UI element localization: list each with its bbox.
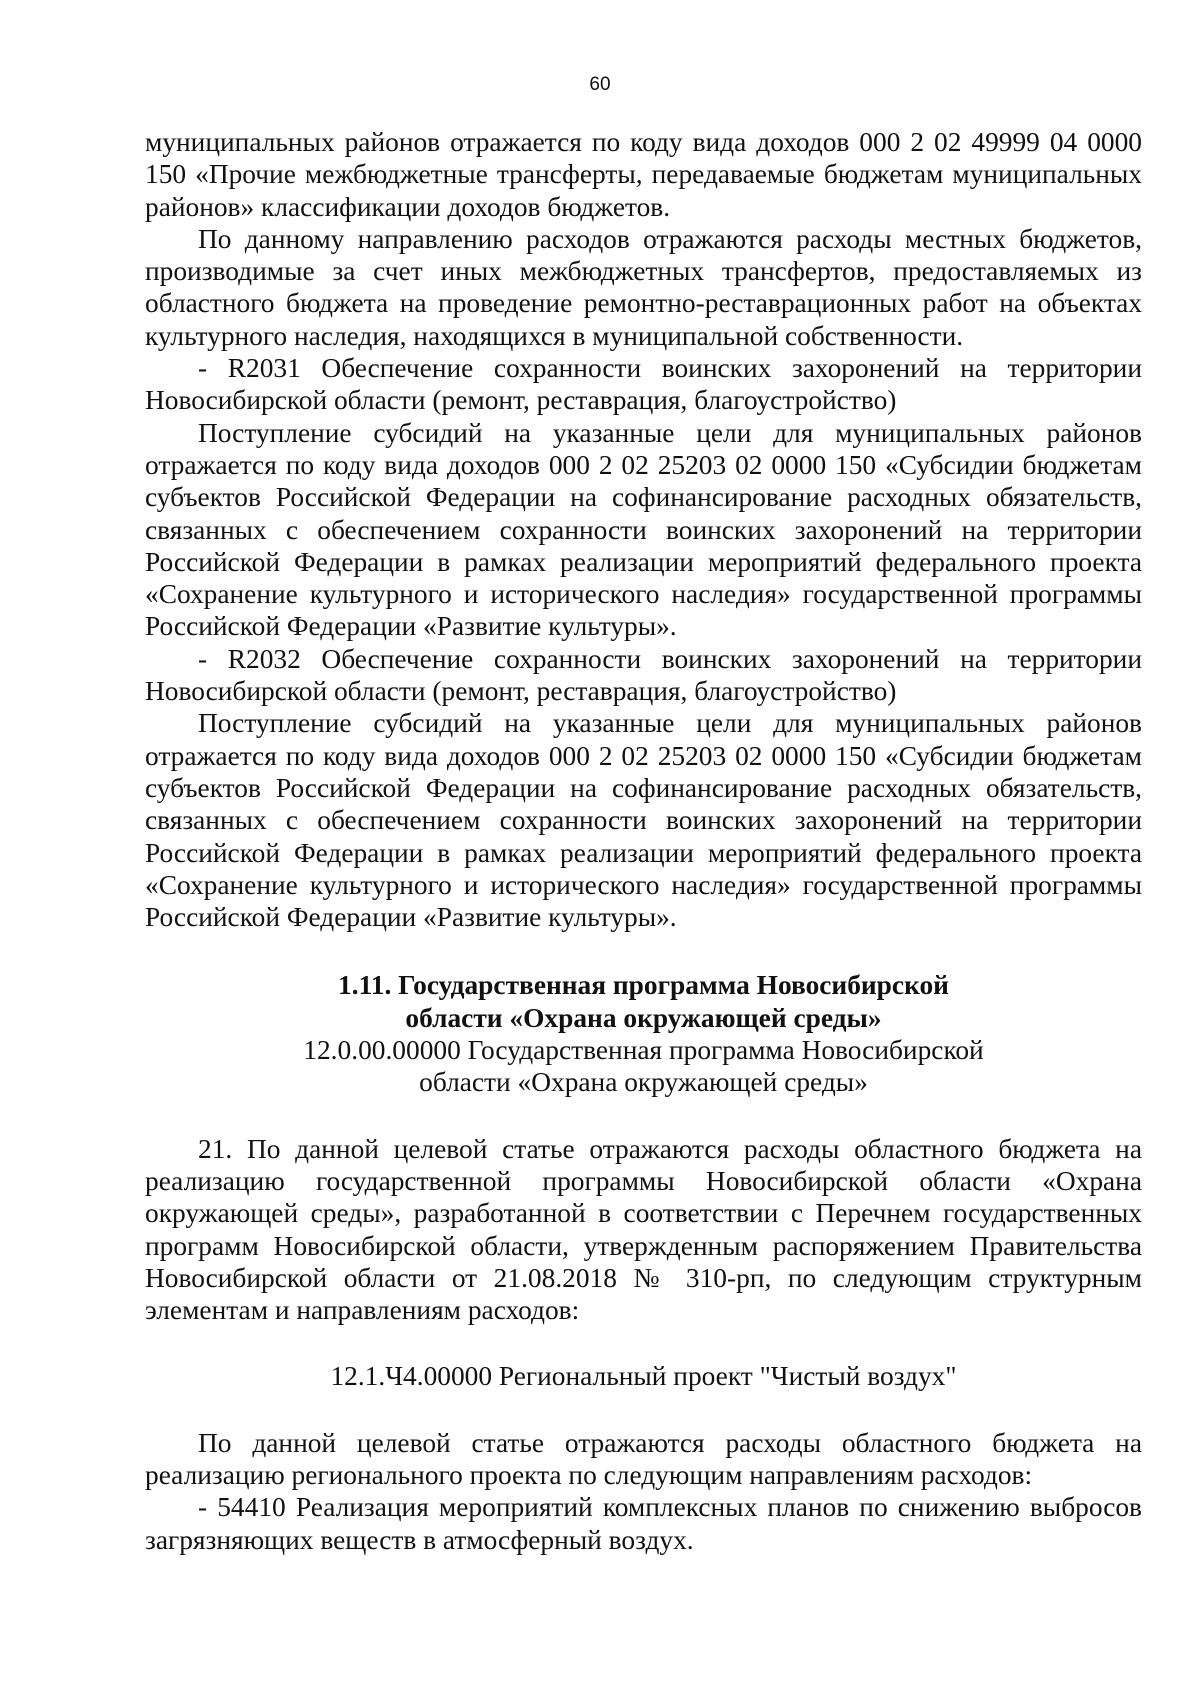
- project-heading: 12.1.Ч4.00000 Региональный проект "Чистый воздух": [330, 1361, 957, 1392]
- section-heading-line-2: области «Охрана окружающей среды»: [405, 1002, 882, 1033]
- paragraph-r2032: - R2032 Обеспечение сохранности воинских захоронений на территории Новосибирской области (ремонт, реставрация, благоустройство): [145, 643, 1142, 707]
- paragraph-subsidies-r2032: Поступление субсидий на указанные цели для муниципальных районов отражается по коду вида доходов 000 2 02 25203 02 0000 150 «Субсидии бюджетам субъектов Российской Федерации на софинансирование расходных обязательств, связанных с обеспечением сохранности воинских захоронений на территории Российской Федерации в рамках реализации мероприятий федерального проекта «Сохранение культурного и исторического наследия» государственной программы Российской Федерации «Развитие культуры».: [145, 708, 1142, 933]
- paragraph-income-code-transfers: муниципальных районов отражается по коду вида доходов 000 2 02 49999 04 0000 150 «Прочие межбюджетные трансферты, передаваемые бюджетам муниципальных районов» классификации доходов бюджетов.: [145, 127, 1142, 222]
- document-body: [145, 126, 1142, 1556]
- paragraph-program-21: 21. По данной целевой статье отражаются расходы областного бюджета на реализацию государственной программы Новосибирской области «Охрана окружающей среды», разработанной в соответствии с Перечнем государственных программ Новосибирской области, утвержденным распоряжением Правительства Новосибирской области от 21.08.2018 № 310-рп, по следующим структурным элементам и направлениям расходов:: [145, 1133, 1142, 1326]
- paragraph-subsidies-r2031: Поступление субсидий на указанные цели для муниципальных районов отражается по коду вида доходов 000 2 02 25203 02 0000 150 «Субсидии бюджетам субъектов Российской Федерации на софинансирование расходных обязательств, связанных с обеспечением сохранности воинских захоронений на территории Российской Федерации в рамках реализации мероприятий федерального проекта «Сохранение культурного и исторического наследия» государственной программы Российской Федерации «Развитие культуры».: [145, 417, 1142, 642]
- paragraph-r2031: - R2031 Обеспечение сохранности воинских захоронений на территории Новосибирской области (ремонт, реставрация, благоустройство): [145, 353, 1142, 416]
- page-number: 60: [589, 74, 611, 95]
- section-subheading-line-2: области «Охрана окружающей среды»: [419, 1067, 868, 1098]
- paragraph-cultural-heritage: По данному направлению расходов отражаются расходы местных бюджетов, производимые за счет иных межбюджетных трансфертов, предоставляемых из областного бюджета на проведение ремонтно-реставрационных работ на объектах культурного наследия, находящихся в муниципальной собственности.: [145, 223, 1142, 351]
- section-subheading-line-1: 12.0.00.00000 Государственная программа Новосибирской: [303, 1035, 984, 1066]
- paragraph-regional-project: По данной целевой статье отражаются расходы областного бюджета на реализацию регионального проекта по следующим направлениям расходов:: [145, 1427, 1142, 1490]
- section-heading-line-1: 1.11. Государственная программа Новосибирской: [338, 970, 949, 1001]
- paragraph-54410: - 54410 Реализация мероприятий комплексных планов по снижению выбросов загрязняющих веществ в атмосферный воздух.: [145, 1492, 1142, 1555]
